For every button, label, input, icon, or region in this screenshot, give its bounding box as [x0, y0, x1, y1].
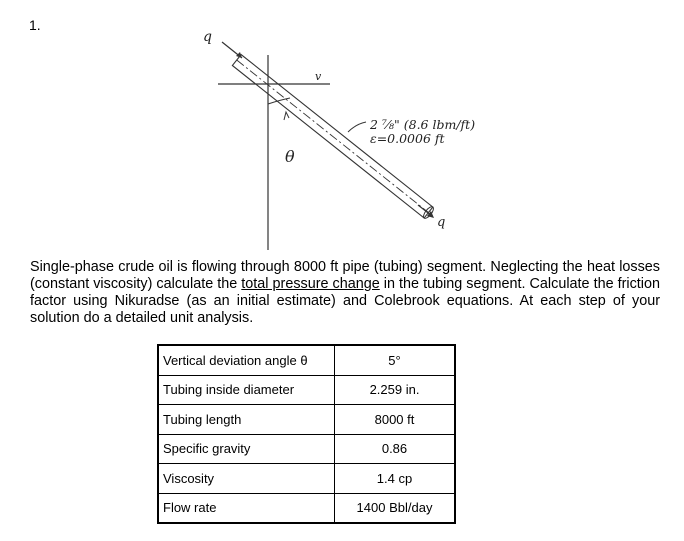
- property-label: Tubing inside diameter: [158, 375, 335, 405]
- label-q-top: q: [203, 29, 212, 45]
- property-value: 2.259 in.: [335, 375, 456, 405]
- label-q-bottom: q: [437, 215, 446, 230]
- property-label: Vertical deviation angle θ: [158, 345, 335, 375]
- label-theta: θ: [285, 147, 295, 166]
- table-row: [158, 405, 455, 435]
- pipe-note-roughness: ε=0.0006 ft: [370, 131, 445, 146]
- properties-table: [157, 344, 456, 524]
- note-leader: [348, 122, 366, 132]
- table-row: [158, 464, 455, 494]
- property-label: Specific gravity: [158, 434, 335, 464]
- pipe-note-size: 2 ⁷⁄₈" (8.6 lbm/ft): [370, 117, 476, 132]
- label-v: v: [315, 70, 322, 83]
- problem-text-1: Single-phase crude oil is flowing through 8000 ft pipe (tubing) segment. Neglecting the heat losses (constant viscosity) calculate the: [30, 259, 660, 292]
- property-value: 1.4 cp: [335, 464, 456, 494]
- property-value: 1400 Bbl/day: [335, 493, 456, 523]
- problem-statement: [30, 259, 660, 327]
- property-value: 5°: [335, 345, 456, 375]
- property-label: Tubing length: [158, 405, 335, 435]
- property-label: Viscosity: [158, 464, 335, 494]
- table-row: [158, 345, 455, 375]
- property-label: Flow rate: [158, 493, 335, 523]
- pipe-diagram: [0, 0, 684, 250]
- problem-underlined-text: total pressure change: [241, 276, 380, 292]
- question-number: 1.: [29, 17, 41, 33]
- problem-text-2: in the tubing segment. Calculate the friction factor using Nikuradse (as an initial estimate) and Colebrook equations. At each step of your solution do a detailed unit analysis.: [30, 276, 660, 326]
- table-row: [158, 493, 455, 523]
- table-row: [158, 434, 455, 464]
- table-row: [158, 375, 455, 405]
- property-value: 8000 ft: [335, 405, 456, 435]
- property-value: 0.86: [335, 434, 456, 464]
